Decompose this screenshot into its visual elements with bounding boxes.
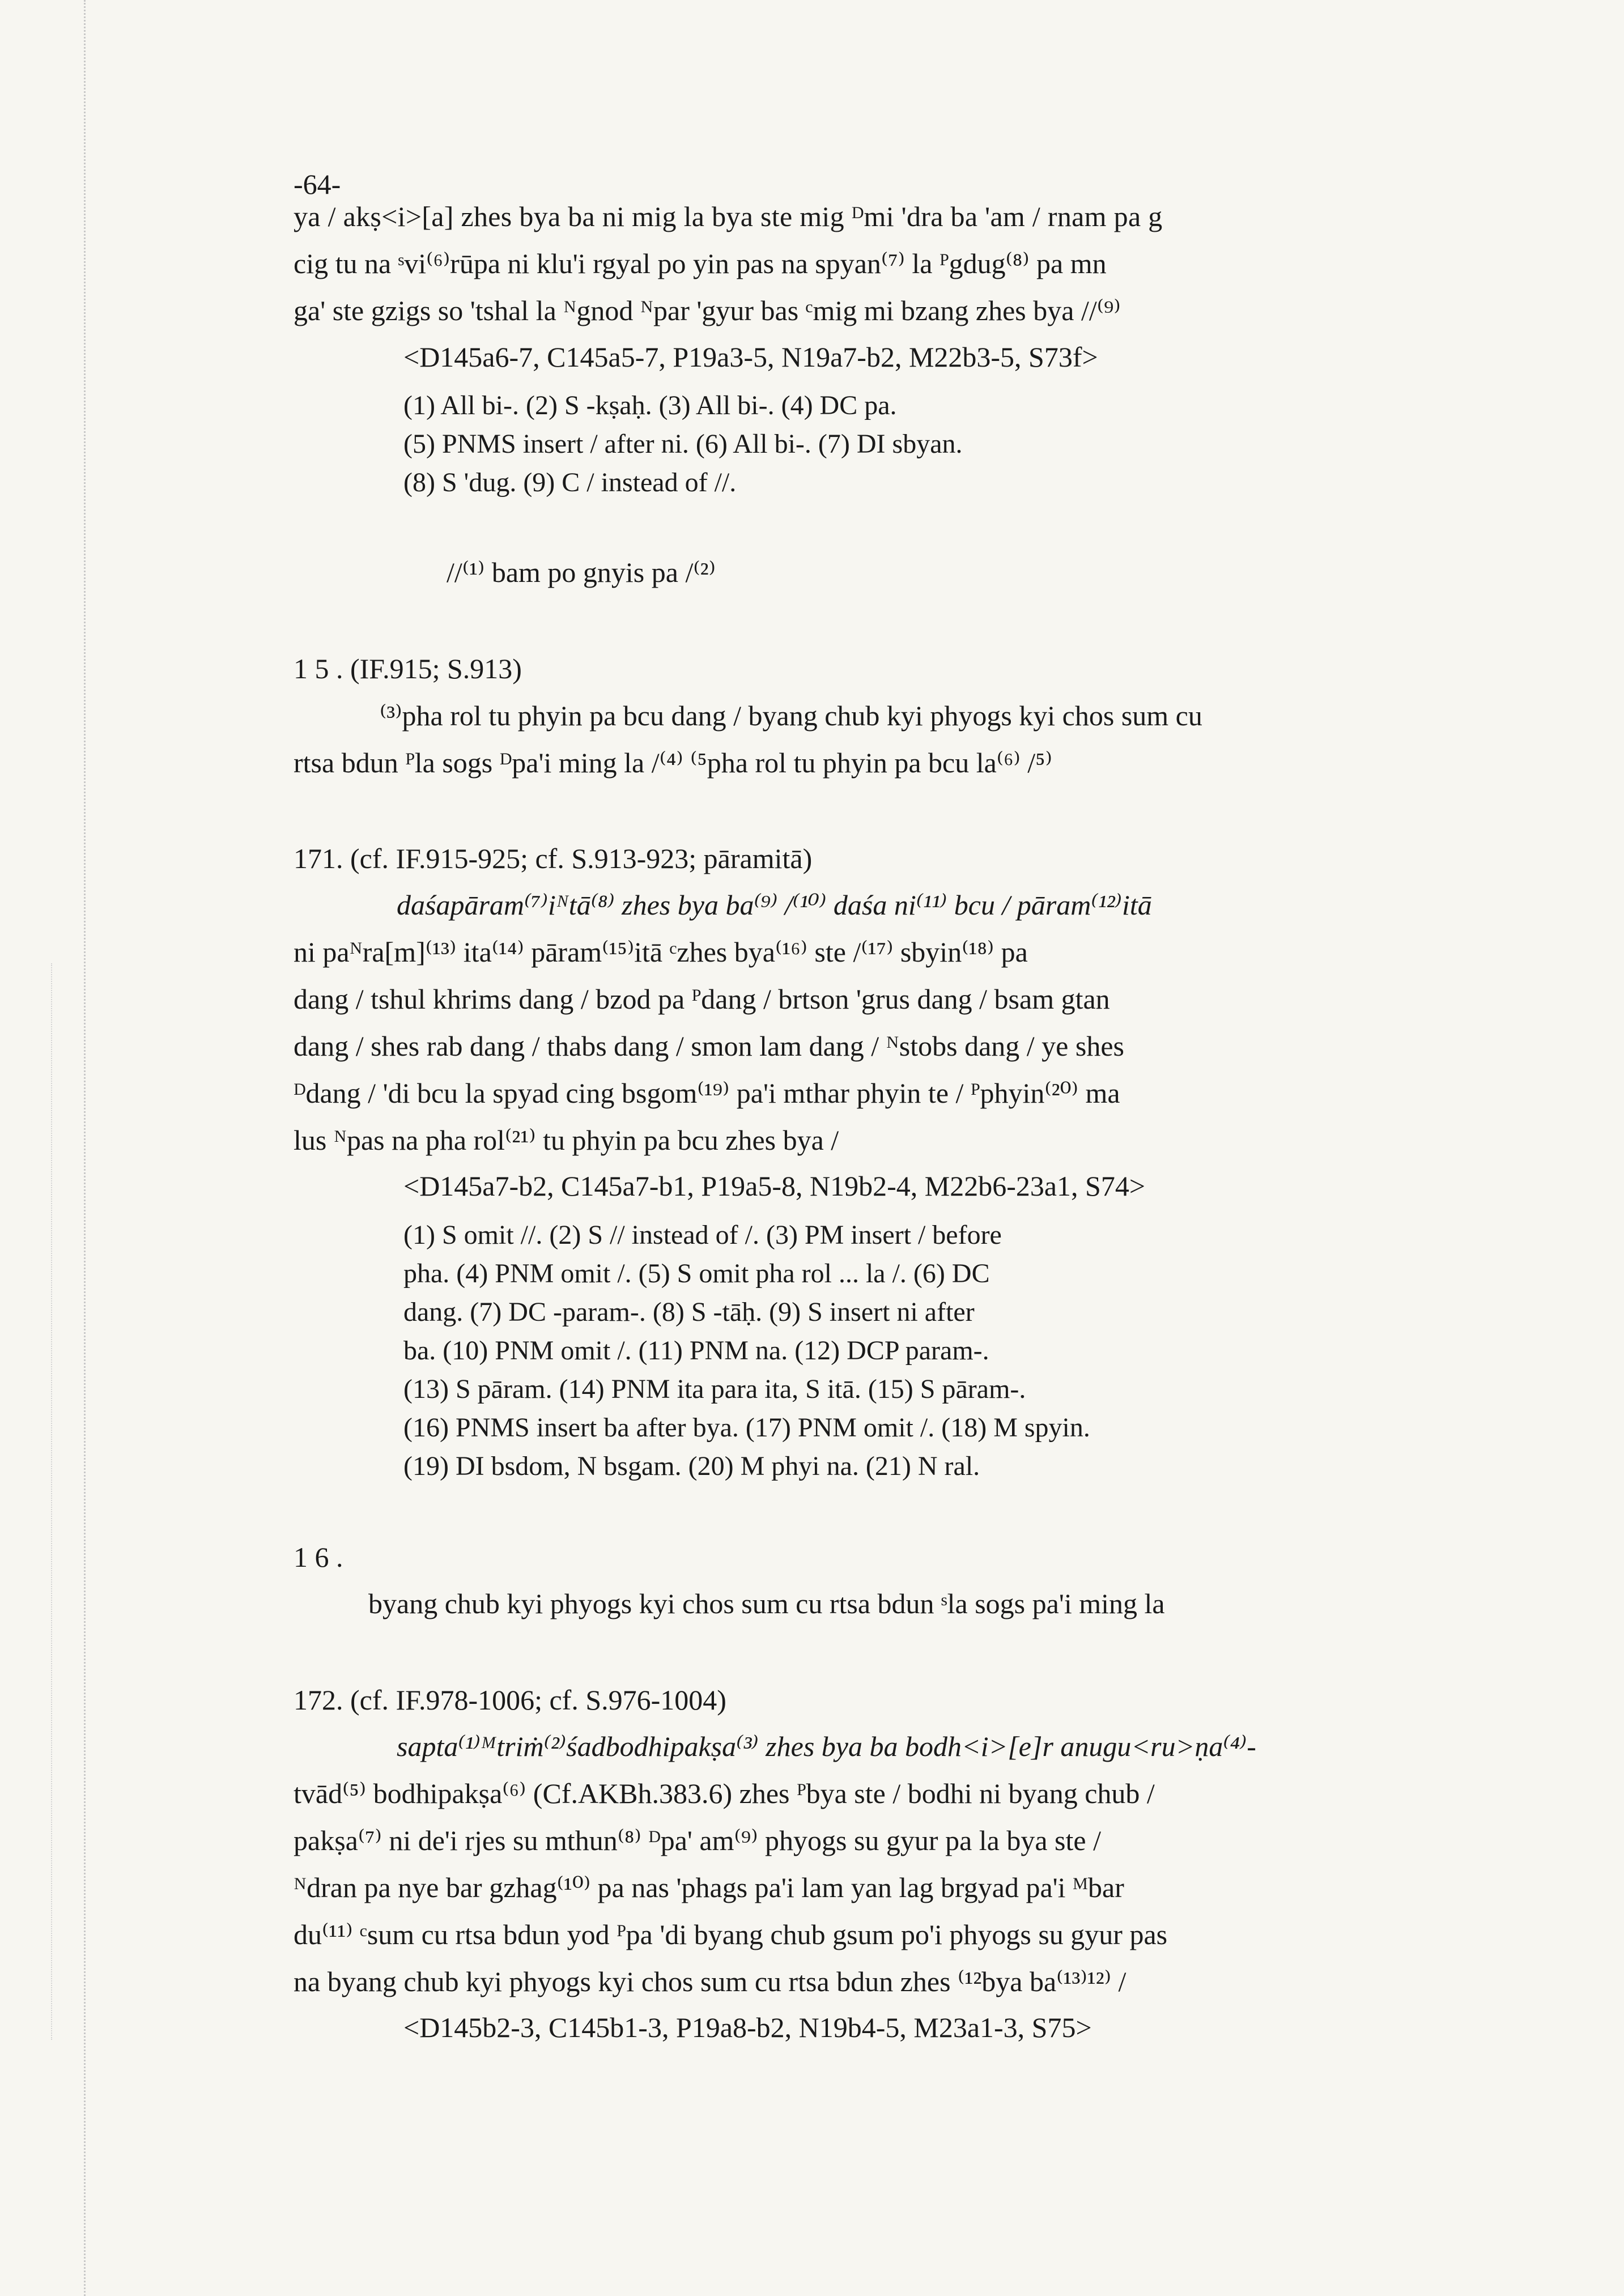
footnote-line: (19) DI bsdom, N bsgam. (20) M phyi na. (21) N ral. — [403, 1451, 980, 1481]
text-line: ga' ste gzigs so 'tshal la ᴺgnod ᴺpar 'gyur bas ᶜmig mi bzang zhes bya //⁽⁹⁾ — [294, 295, 1121, 326]
text-line: ᴰdang / 'di bcu la spyad cing bsgom⁽¹⁹⁾ pa'i mthar phyin te / ᴾphyin⁽²⁰⁾ ma — [294, 1077, 1120, 1109]
footnote-line: (13) S pāram. (14) PNM ita para ita, S itā. (15) S pāram-. — [403, 1374, 1026, 1404]
entry-heading: 171. (cf. IF.915-925; cf. S.913-923; pāramitā) — [294, 843, 813, 874]
source-reference: <D145a7-b2, C145a7-b1, P19a5-8, N19b2-4, M22b6-23a1, S74> — [403, 1170, 1146, 1202]
text-line: cig tu na ˢvi⁽⁶⁾rūpa ni klu'i rgyal po yin pas na spyan⁽⁷⁾ la ᴾgdug⁽⁸⁾ pa mn — [294, 248, 1107, 279]
scan-margin-mark-secondary — [51, 963, 53, 2040]
text-line: dang / tshul khrims dang / bzod pa ᴾdang / brtson 'grus dang / bsam gtan — [294, 983, 1110, 1015]
chapter-marker: //⁽¹⁾ bam po gnyis pa /⁽²⁾ — [447, 556, 716, 588]
entry-heading: 172. (cf. IF.978-1006; cf. S.976-1004) — [294, 1684, 726, 1716]
text-line: ᴺdran pa nye bar gzhag⁽¹⁰⁾ pa nas 'phags pa'i lam yan lag brgyad pa'i ᴹbar — [294, 1872, 1124, 1903]
text-line: du⁽¹¹⁾ ᶜsum cu rtsa bdun yod ᴾpa 'di byang chub gsum po'i phyogs su gyur pas — [294, 1919, 1168, 1950]
text-line: pakṣa⁽⁷⁾ ni de'i rjes su mthun⁽⁸⁾ ᴰpa' am⁽⁹⁾ phyogs su gyur pa la bya ste / — [294, 1825, 1101, 1856]
footnote-line: (5) PNMS insert / after ni. (6) All bi-. (7) DI sbyan. — [403, 429, 963, 459]
text-line: byang chub kyi phyogs kyi chos sum cu rtsa bdun ˢla sogs pa'i ming la — [368, 1588, 1165, 1619]
text-line: ni paᴺra[m]⁽¹³⁾ ita⁽¹⁴⁾ pāram⁽¹⁵⁾itā ᶜzhes bya⁽¹⁶⁾ ste /⁽¹⁷⁾ sbyin⁽¹⁸⁾ pa — [294, 936, 1028, 968]
text-line: na byang chub kyi phyogs kyi chos sum cu rtsa bdun zhes ⁽¹²bya ba⁽¹³⁾¹²⁾ / — [294, 1966, 1126, 1997]
text-line: ⁽³⁾pha rol tu phyin pa bcu dang / byang chub kyi phyogs kyi chos sum cu — [380, 700, 1202, 732]
text-line: tvād⁽⁵⁾ bodhipakṣa⁽⁶⁾ (Cf.AKBh.383.6) zhes ᴾbya ste / bodhi ni byang chub / — [294, 1778, 1155, 1809]
footnote-line: ba. (10) PNM omit /. (11) PNM na. (12) DCP param-. — [403, 1336, 989, 1366]
text-line: lus ᴺpas na pha rol⁽²¹⁾ tu phyin pa bcu zhes bya / — [294, 1124, 839, 1156]
footnote-line: (1) S omit //. (2) S // instead of /. (3) PM insert / before — [403, 1220, 1002, 1250]
text-line: sapta⁽¹⁾ᴹtriṁ⁽²⁾śadbodhipakṣa⁽³⁾ zhes bya ba bodh<i>[e]r anugu<ru>ṇa⁽⁴⁾- — [397, 1730, 1256, 1762]
section-heading: 1 6 . — [294, 1541, 343, 1573]
scan-margin-mark — [84, 0, 87, 2296]
text-line: ya / akṣ<i>[a] zhes bya ba ni mig la bya ste mig ᴰmi 'dra ba 'am / rnam pa g — [294, 201, 1163, 232]
footnote-line: (8) S 'dug. (9) C / instead of //. — [403, 467, 737, 498]
text-line: daśapāram⁽⁷⁾iᴺtā⁽⁸⁾ zhes bya ba⁽⁹⁾ /⁽¹⁰⁾ daśa ni⁽¹¹⁾ bcu / pāram⁽¹²⁾itā — [397, 889, 1152, 921]
text-line: rtsa bdun ᴾla sogs ᴰpa'i ming la /⁽⁴⁾ ⁽⁵pha rol tu phyin pa bcu la⁽⁶⁾ /⁵⁾ — [294, 747, 1052, 779]
source-reference: <D145b2-3, C145b1-3, P19a8-b2, N19b4-5, M23a1-3, S75> — [403, 2012, 1092, 2043]
footnote-line: pha. (4) PNM omit /. (5) S omit pha rol ... la /. (6) DC — [403, 1258, 990, 1289]
text-line: dang / shes rab dang / thabs dang / smon lam dang / ᴺstobs dang / ye shes — [294, 1030, 1124, 1062]
page-number: -64- — [294, 168, 341, 200]
source-reference: <D145a6-7, C145a5-7, P19a3-5, N19a7-b2, M22b3-5, S73f> — [403, 341, 1098, 373]
footnote-line: (1) All bi-. (2) S -kṣaḥ. (3) All bi-. (4) DC pa. — [403, 390, 897, 420]
section-heading: 1 5 . (IF.915; S.913) — [294, 653, 522, 684]
footnote-line: dang. (7) DC -param-. (8) S -tāḥ. (9) S insert ni after — [403, 1297, 975, 1327]
footnote-line: (16) PNMS insert ba after bya. (17) PNM omit /. (18) M spyin. — [403, 1413, 1090, 1443]
